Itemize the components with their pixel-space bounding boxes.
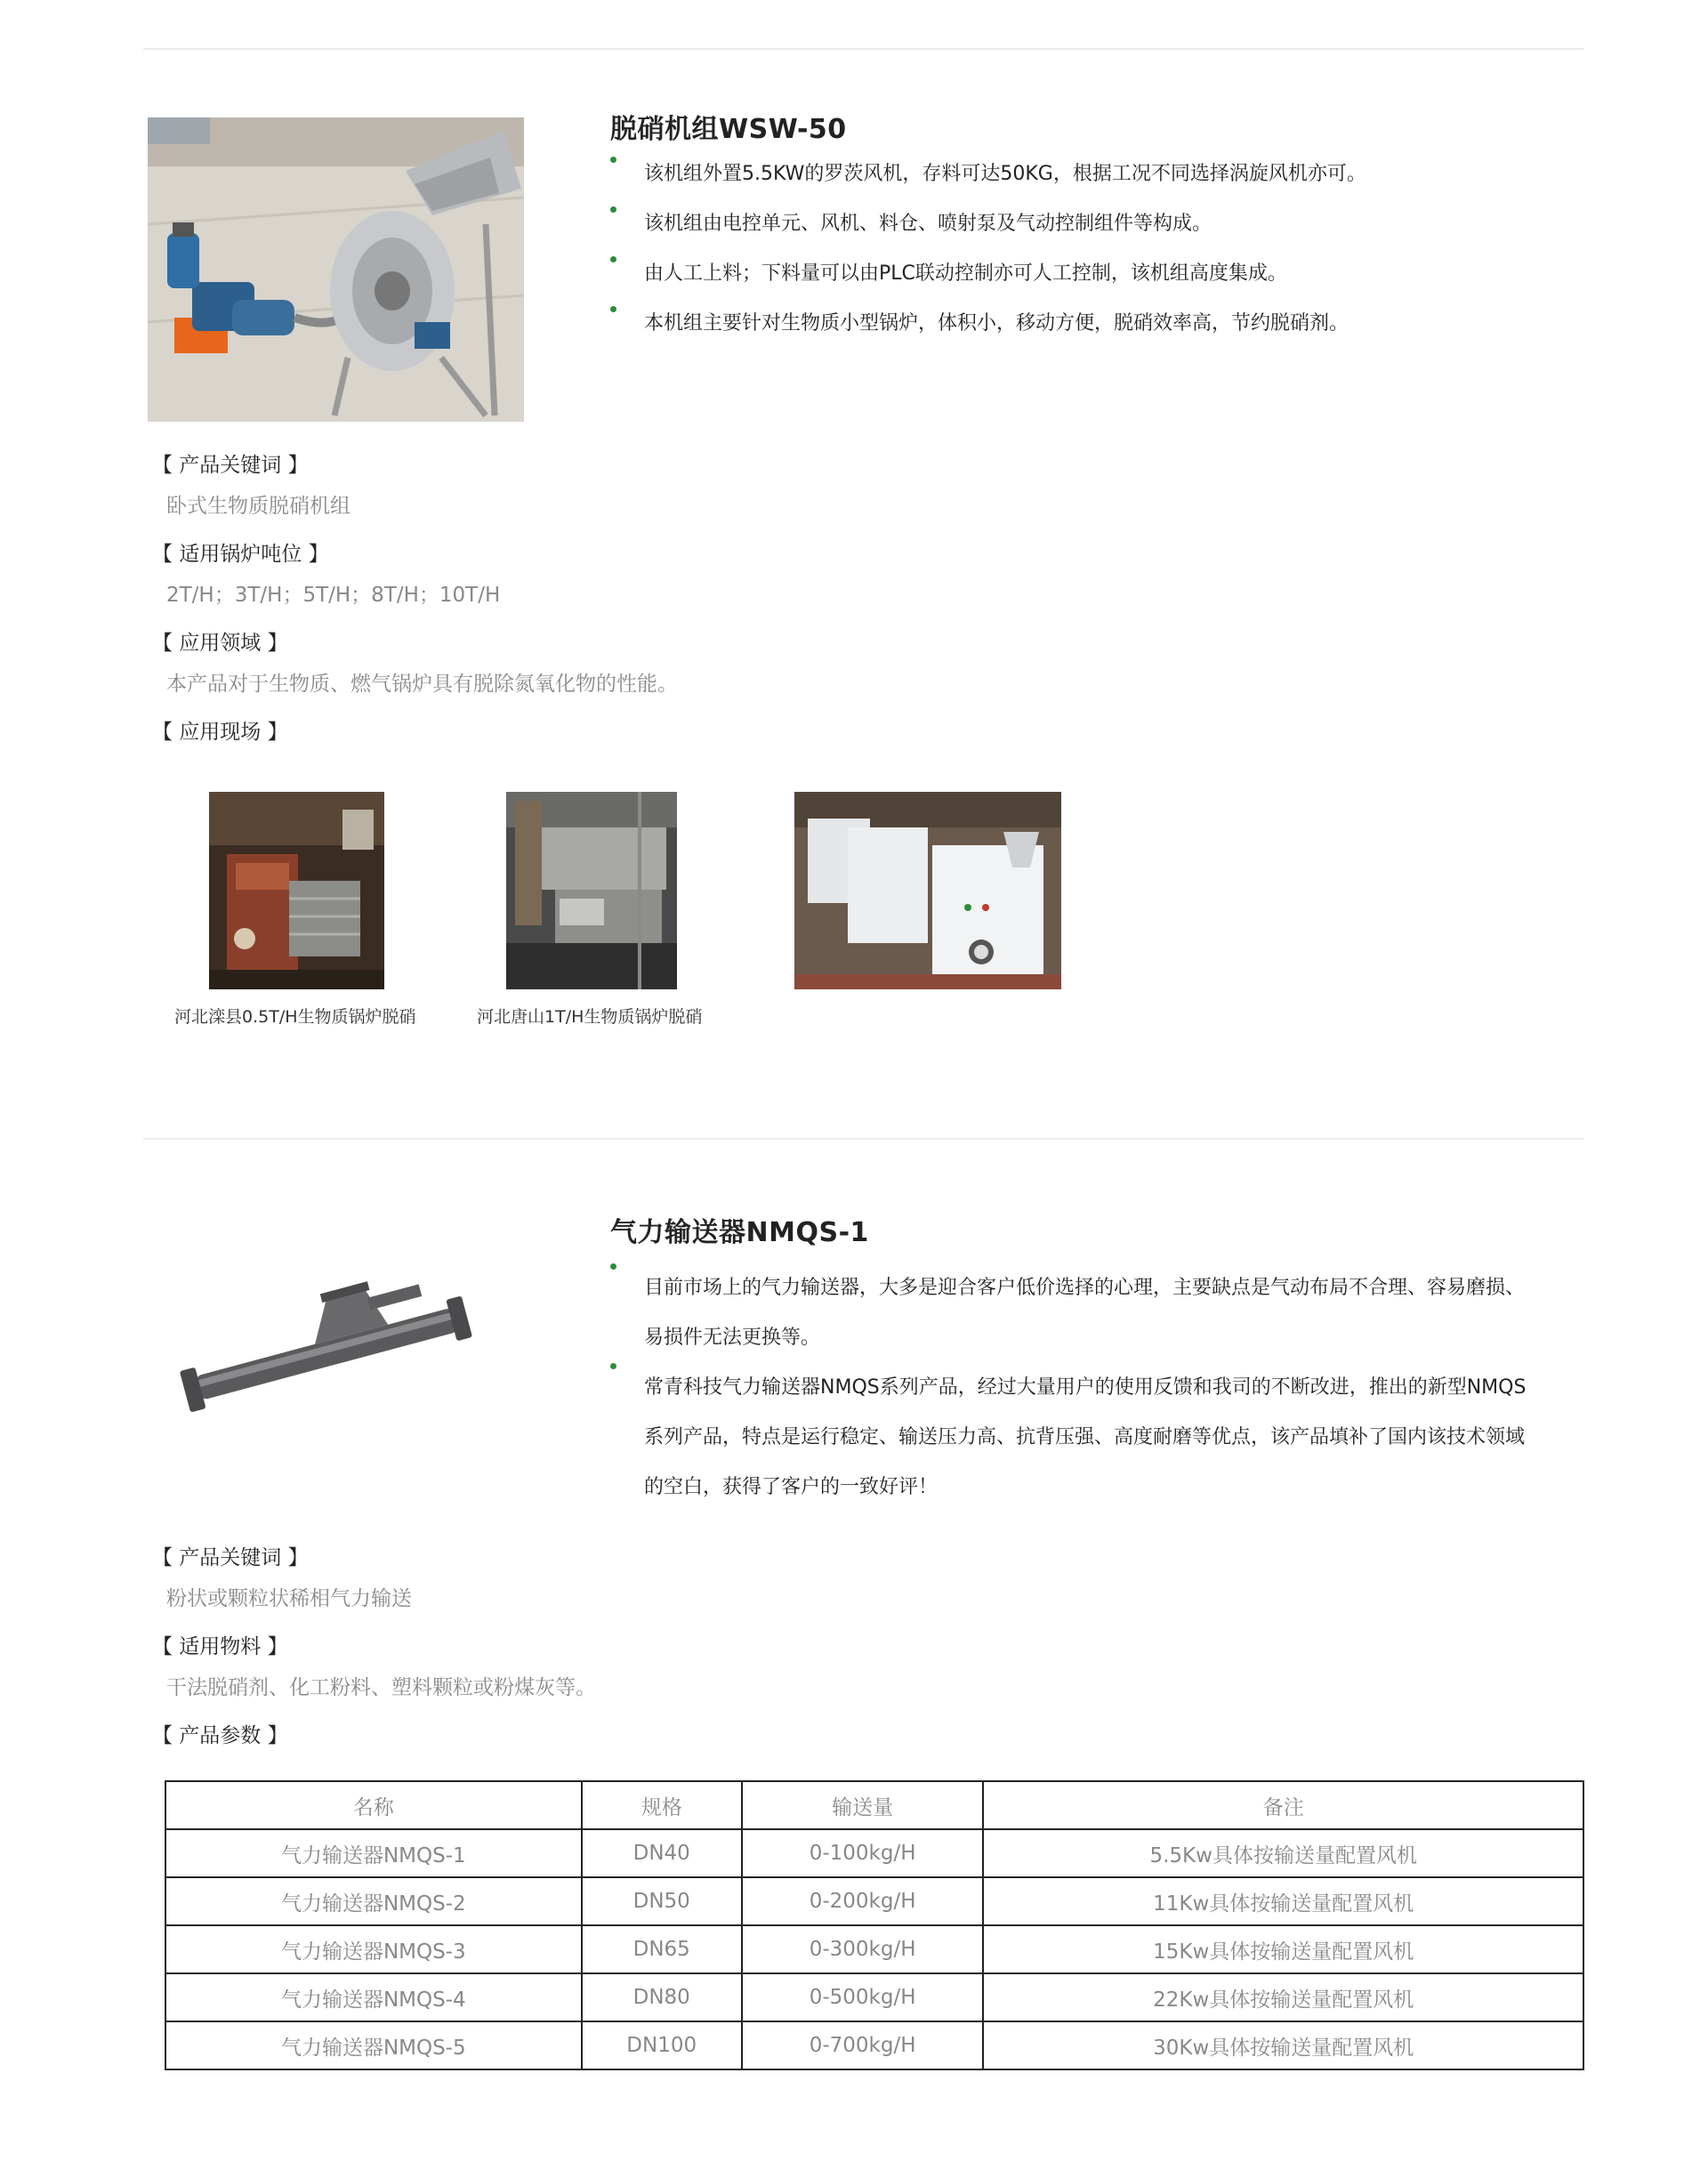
- table-cell: 0-200kg/H: [742, 1877, 984, 1925]
- feature-line: 的空白，获得了客户的一致好评！: [644, 1476, 939, 1498]
- table-row: [165, 1829, 1583, 1877]
- table-row: [165, 2021, 1583, 2069]
- feature-item: [610, 1263, 1584, 1363]
- table-cell: DN80: [582, 1973, 742, 2021]
- product-info: [152, 1537, 596, 1756]
- table-cell: 气力输送器NMQS-1: [165, 1829, 582, 1877]
- table-cell: 0-500kg/H: [742, 1973, 984, 2021]
- table-cell: DN100: [582, 2021, 742, 2069]
- keywords-label: 【 产品关键词 】: [152, 454, 309, 477]
- product-image-nmqs1: [148, 1254, 524, 1441]
- product-title: 脱硝机组WSW-50: [610, 114, 847, 145]
- keywords-label: 【 产品关键词 】: [152, 1546, 309, 1569]
- table-cell: 15Kw具体按输送量配置风机: [983, 1925, 1583, 1973]
- table-cell: 22Kw具体按输送量配置风机: [983, 1973, 1583, 2021]
- feature-item: 该机组由电控单元、风机、料仓、喷射泵及气动控制组件等构成。: [610, 206, 1584, 256]
- table-cell: 气力输送器NMQS-2: [165, 1877, 582, 1925]
- feature-item: [610, 1363, 1584, 1513]
- feature-list: [610, 1263, 1584, 1513]
- feature-line: 系列产品，特点是运行稳定、输送压力高、抗背压强、高度耐磨等优点，该产品填补了国内该技术领域: [644, 1426, 1526, 1448]
- boiler-tonnage-value: 2T/H；3T/H；5T/H；8T/H；10T/H: [166, 584, 501, 607]
- site-caption: 河北唐山1T/H生物质锅炉脱硝: [477, 1007, 703, 1027]
- table-cell: 30Kw具体按输送量配置风机: [983, 2021, 1583, 2069]
- parameters-label: 【 产品参数 】: [152, 1724, 288, 1747]
- feature-item: 本机组主要针对生物质小型锅炉，体积小，移动方便，脱硝效率高，节约脱硝剂。: [610, 306, 1584, 356]
- column-header: 备注: [983, 1781, 1583, 1829]
- table-cell: 11Kw具体按输送量配置风机: [983, 1877, 1583, 1925]
- column-header: 输送量: [742, 1781, 984, 1829]
- boiler-tonnage-label: 【 适用锅炉吨位 】: [152, 543, 329, 566]
- column-header: 名称: [165, 1781, 582, 1829]
- table-cell: 气力输送器NMQS-5: [165, 2021, 582, 2069]
- table-cell: DN40: [582, 1829, 742, 1877]
- feature-line: 易损件无法更换等。: [644, 1327, 821, 1349]
- application-field-label: 【 应用领域 】: [152, 632, 288, 655]
- product-title: 气力输送器NMQS-1: [610, 1217, 869, 1248]
- feature-line: 常青科技气力输送器NMQS系列产品，经过大量用户的使用反馈和我司的不断改进，推出的新型NMQS: [644, 1376, 1527, 1399]
- table-row: [165, 1877, 1583, 1925]
- application-sites-label: 【 应用现场 】: [152, 721, 288, 744]
- table-cell: 0-100kg/H: [742, 1829, 984, 1877]
- product-parameters-table: [165, 1780, 1584, 2070]
- table-cell: 5.5Kw具体按输送量配置风机: [983, 1829, 1583, 1877]
- table-cell: 气力输送器NMQS-3: [165, 1925, 582, 1973]
- table-row: [165, 1973, 1583, 2021]
- table-cell: 0-700kg/H: [742, 2021, 984, 2069]
- site-caption: 河北滦县0.5T/H生物质锅炉脱硝: [174, 1007, 416, 1027]
- table-cell: 0-300kg/H: [742, 1925, 984, 1973]
- feature-item: 该机组外置5.5KW的罗茨风机，存料可达50KG，根据工况不同选择涡旋风机亦可。: [610, 157, 1584, 206]
- table-cell: DN50: [582, 1877, 742, 1925]
- application-field-value: 本产品对于生物质、燃气锅炉具有脱除氮氧化物的性能。: [166, 673, 678, 696]
- feature-line: 目前市场上的气力输送器，大多是迎合客户低价选择的心理，主要缺点是气动布局不合理、容易磨损、: [644, 1277, 1526, 1299]
- table-cell: DN65: [582, 1925, 742, 1973]
- table-header-row: [165, 1781, 1583, 1829]
- materials-label: 【 适用物料 】: [152, 1635, 288, 1658]
- table-row: [165, 1925, 1583, 1973]
- materials-value: 干法脱硝剂、化工粉料、塑料颗粒或粉煤灰等。: [166, 1676, 596, 1699]
- keywords-value: 卧式生物质脱硝机组: [166, 495, 350, 518]
- table-cell: 气力输送器NMQS-4: [165, 1973, 582, 2021]
- keywords-value: 粉状或颗粒状稀相气力输送: [166, 1587, 412, 1610]
- product-section-nmqs1: [143, 0, 1584, 2170]
- feature-item: 由人工上料；下料量可以由PLC联动控制亦可人工控制，该机组高度集成。: [610, 256, 1584, 306]
- column-header: 规格: [582, 1781, 742, 1829]
